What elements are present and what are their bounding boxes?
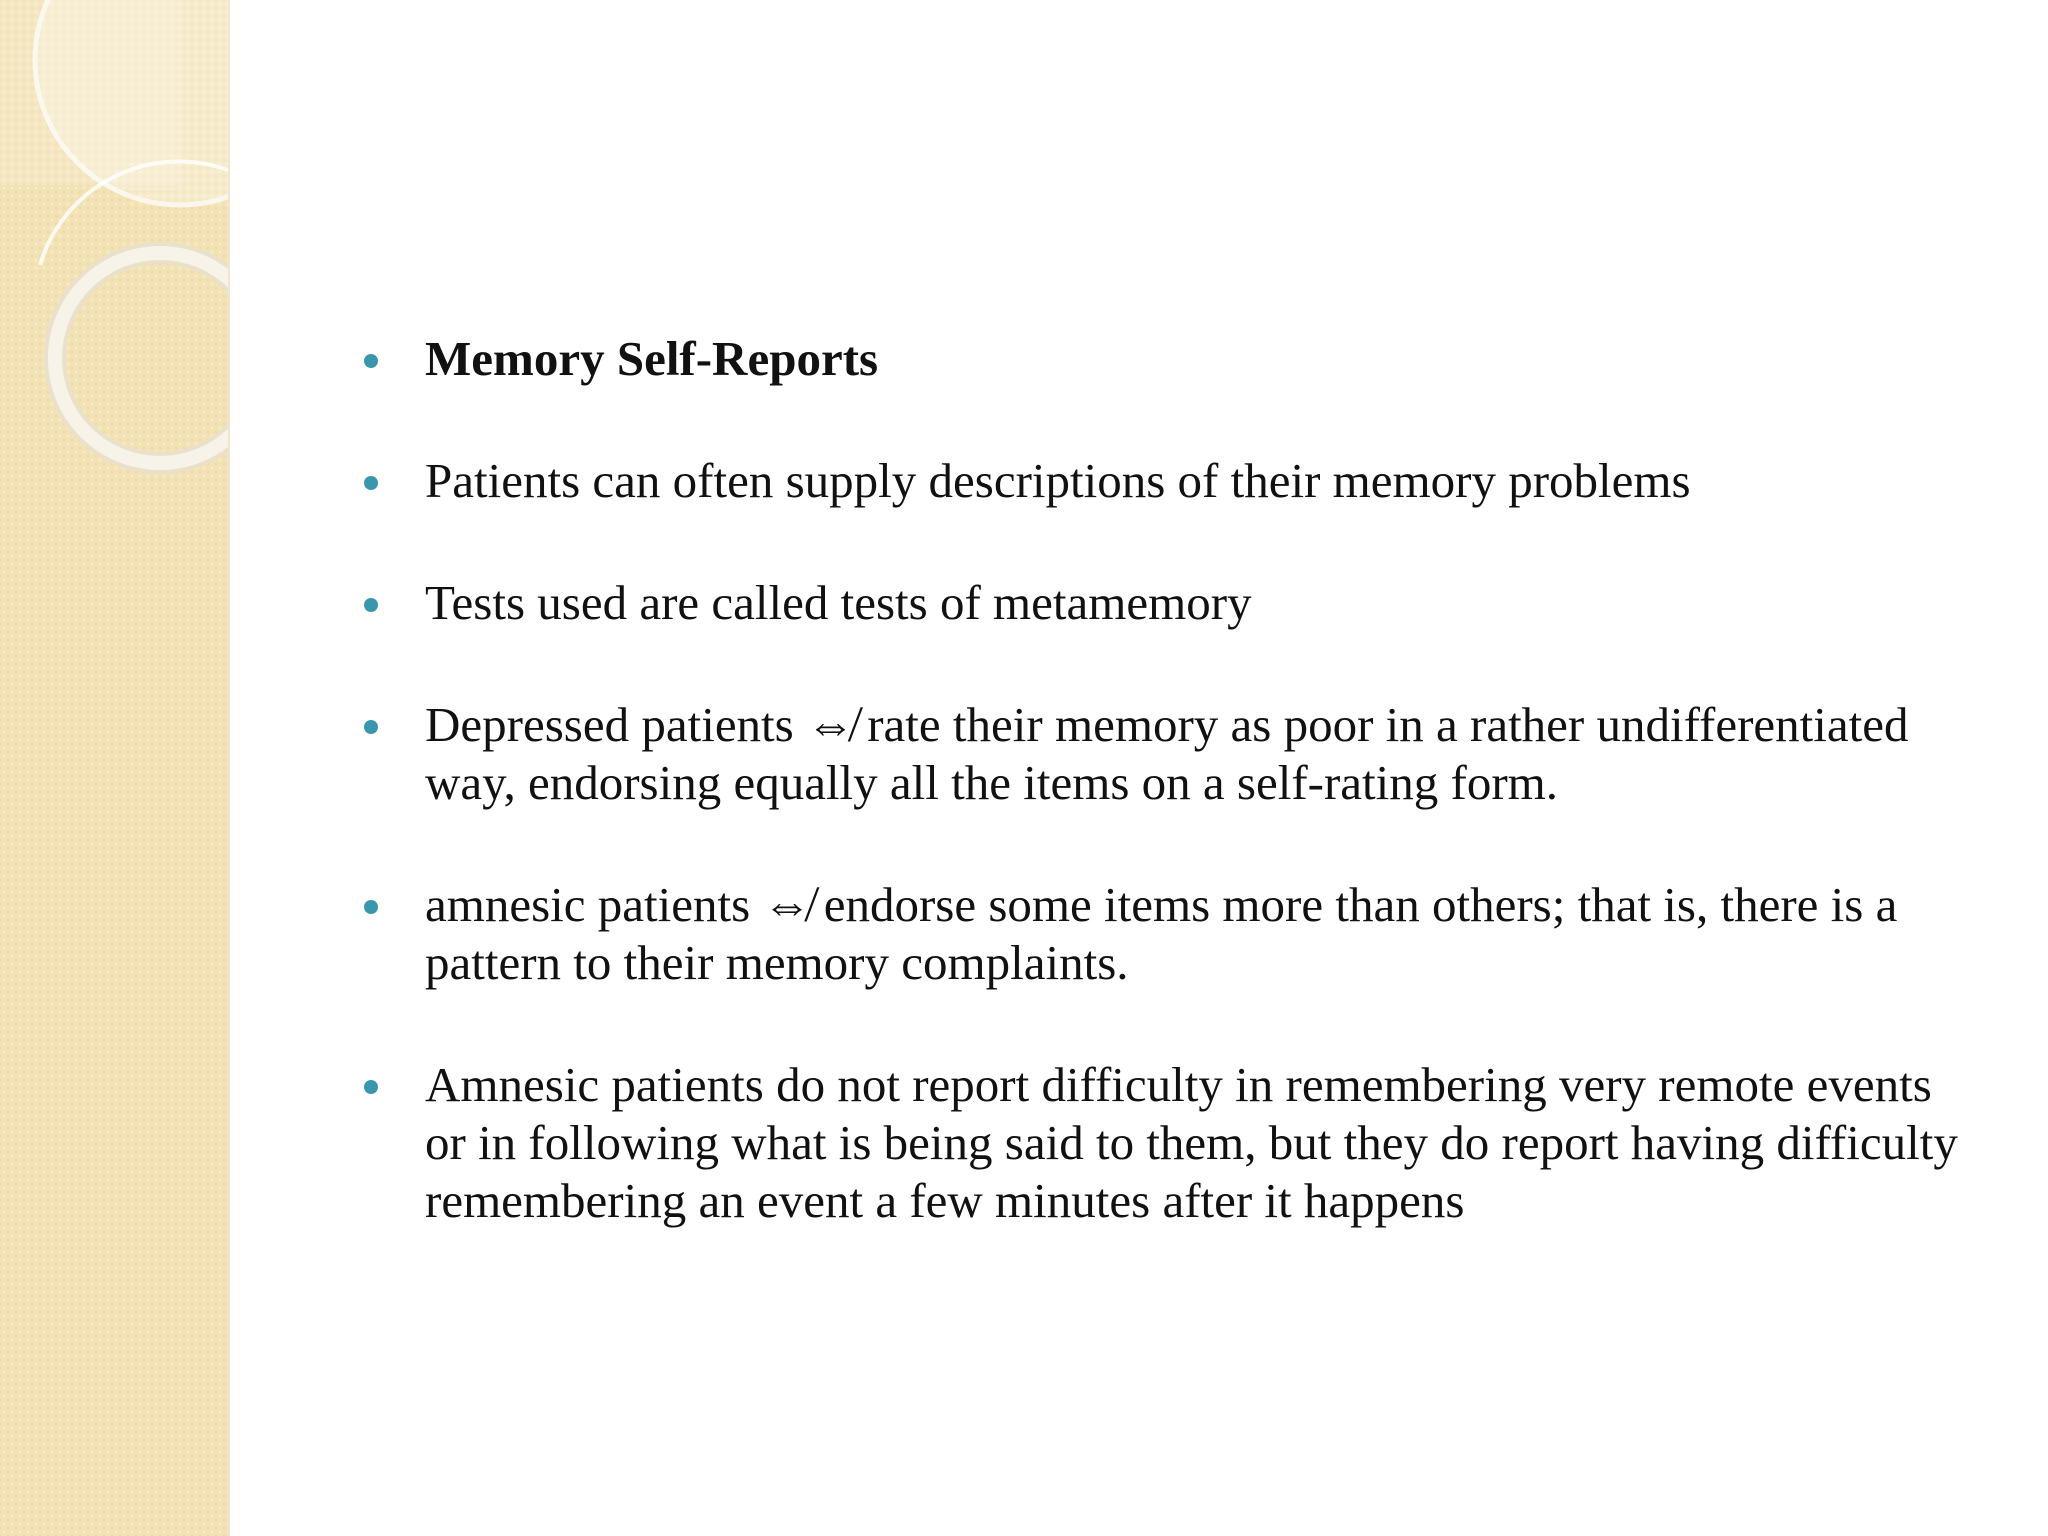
bullet-heading-text: Memory Self-Reports: [425, 331, 879, 386]
bullet-item: [355, 574, 1975, 632]
bullet-icon: [364, 1080, 378, 1094]
bullet-text: Patients can often supply descriptions of their memory problems: [425, 453, 1691, 508]
bullet-item: [355, 1056, 1975, 1230]
bullet-item: [355, 330, 1975, 388]
bullet-icon: [364, 900, 378, 914]
bullet-item: [355, 876, 1975, 992]
bullet-item: [355, 696, 1975, 812]
bullet-icon: [364, 720, 378, 734]
bullet-text: Amnesic patients do not report difficulty in remembering very remote events or in following what is being said to them, but they do report having difficulty remembering an event a few minutes after it happens: [425, 1057, 1958, 1228]
slide-content: [355, 330, 1975, 1294]
bullet-icon: [364, 354, 378, 368]
decorative-side-band: [0, 0, 230, 1536]
bullet-text: Tests used are called tests of metamemory: [425, 575, 1252, 630]
bullet-text: Depressed patients ⇎ rate their memory as poor in a rather undifferentiated way, endorsing equally all the items on a self-rating form.: [425, 697, 1909, 810]
bullet-icon: [364, 598, 378, 612]
bullet-text: amnesic patients ⇎ endorse some items more than others; that is, there is a pattern to their memory complaints.: [425, 877, 1898, 990]
bullet-item: [355, 452, 1975, 510]
decorative-rings-graphic: [0, 0, 228, 520]
bullet-list: [355, 330, 1975, 1230]
bullet-icon: [364, 476, 378, 490]
